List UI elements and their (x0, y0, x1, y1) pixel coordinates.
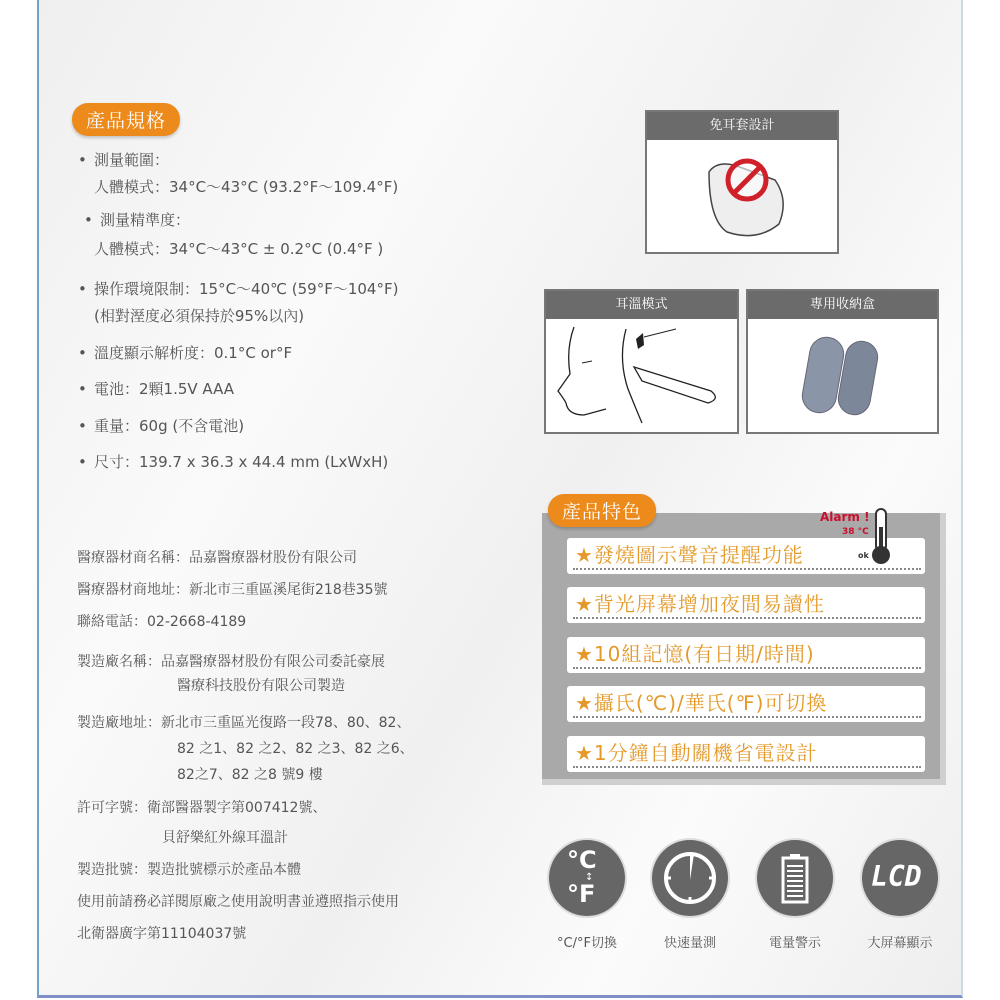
battery-warning-label: 電量警示 (768, 936, 821, 951)
specs-title: 產品規格 (72, 103, 180, 136)
spec-size: • 尺寸：139.7 x 36.3 x 44.4 mm (LxWxH) (78, 453, 389, 471)
info-license: 許可字號：衛部醫器製字第007412號、 (77, 800, 327, 816)
ok-label: ok (858, 551, 869, 560)
feature-auto-off: ★1分鐘自動關機省電設計 (567, 736, 925, 772)
unit-switch-label: °C/°F切換 (557, 936, 617, 951)
feature-backlight: ★背光屏幕增加夜間易讀性 (567, 587, 925, 623)
spec-weight: • 重量：60g (不含電池) (78, 417, 245, 435)
info-distributor-address: 醫療器材商地址：新北市三重區溪尾街218巷35號 (77, 582, 388, 598)
spec-accuracy: • 測量精準度： (84, 211, 191, 229)
image-storage-case-title: 專用收納盒 (748, 291, 937, 319)
lcd-display-icon: LCD (862, 840, 938, 916)
alarm-temp: 38 °C (842, 527, 869, 537)
spec-battery: • 電池：2顆1.5V AAA (78, 380, 235, 398)
features-title: 產品特色 (548, 494, 656, 527)
quick-measure-icon (652, 840, 728, 916)
spec-range: • 測量範圍： (78, 151, 170, 169)
image-ear-mode (544, 289, 739, 434)
storage-case-illustration (748, 319, 937, 432)
info-ad-license: 北衛器廣字第11104037號 (77, 926, 247, 942)
info-manufacturer-cont: 醫療科技股份有限公司製造 (177, 678, 345, 694)
image-storage-case (746, 289, 939, 434)
image-ear-mode-title: 耳溫模式 (546, 291, 737, 319)
celsius-fahrenheit-icon: °C ↕ °F (549, 840, 625, 916)
spec-humidity: (相對溼度必須保持於95%以內) (94, 307, 305, 325)
battery-icon (757, 840, 833, 916)
earcover-prohibited-icon (647, 140, 837, 252)
info-instructions: 使用前請務必詳閱原廠之使用說明書並遵照指示使用 (77, 894, 399, 910)
image-no-earcover (645, 110, 839, 254)
spec-resolution: • 溫度顯示解析度：0.1°C or°F (78, 344, 293, 362)
spec-range-body: 人體模式：34°C～43°C (93.2°F～109.4°F) (94, 178, 399, 196)
feature-unit-switch: ★攝氏(℃)/華氏(℉)可切換 (567, 686, 925, 722)
info-license-cont: 貝舒樂紅外線耳溫計 (162, 830, 288, 846)
quick-measure-label: 快速量測 (663, 936, 716, 951)
info-manufacturer-address: 製造廠地址：新北市三重區光復路一段78、80、82、 (77, 715, 411, 731)
info-manufacturer: 製造廠名稱：品嘉醫療器材股份有限公司委託豪展 (77, 654, 385, 670)
feature-memory: ★10組記憶(有日期/時間) (567, 637, 925, 673)
large-display-label: 大屏幕顯示 (867, 936, 933, 951)
alarm-label: Alarm ! (820, 510, 870, 524)
ear-measurement-illustration (546, 319, 737, 432)
info-address-cont1: 82 之1、82 之2、82 之3、82 之6、 (177, 741, 414, 757)
info-batch: 製造批號：製造批號標示於產品本體 (77, 862, 301, 878)
feature-fever-alarm: ★發燒圖示聲音提醒功能 (567, 538, 925, 574)
info-distributor-name: 醫療器材商名稱：品嘉醫療器材股份有限公司 (77, 550, 357, 566)
spec-accuracy-body: 人體模式：34°C～43°C ± 0.2°C (0.4°F ) (94, 240, 384, 258)
image-no-earcover-title: 免耳套設計 (647, 112, 837, 140)
info-address-cont2: 82之7、82 之8 號9 樓 (177, 767, 323, 783)
thermometer-icon (870, 507, 892, 567)
spec-environment: • 操作環境限制：15°C～40℃ (59°F～104°F) (78, 280, 399, 298)
info-phone: 聯絡電話：02-2668-4189 (77, 614, 247, 630)
